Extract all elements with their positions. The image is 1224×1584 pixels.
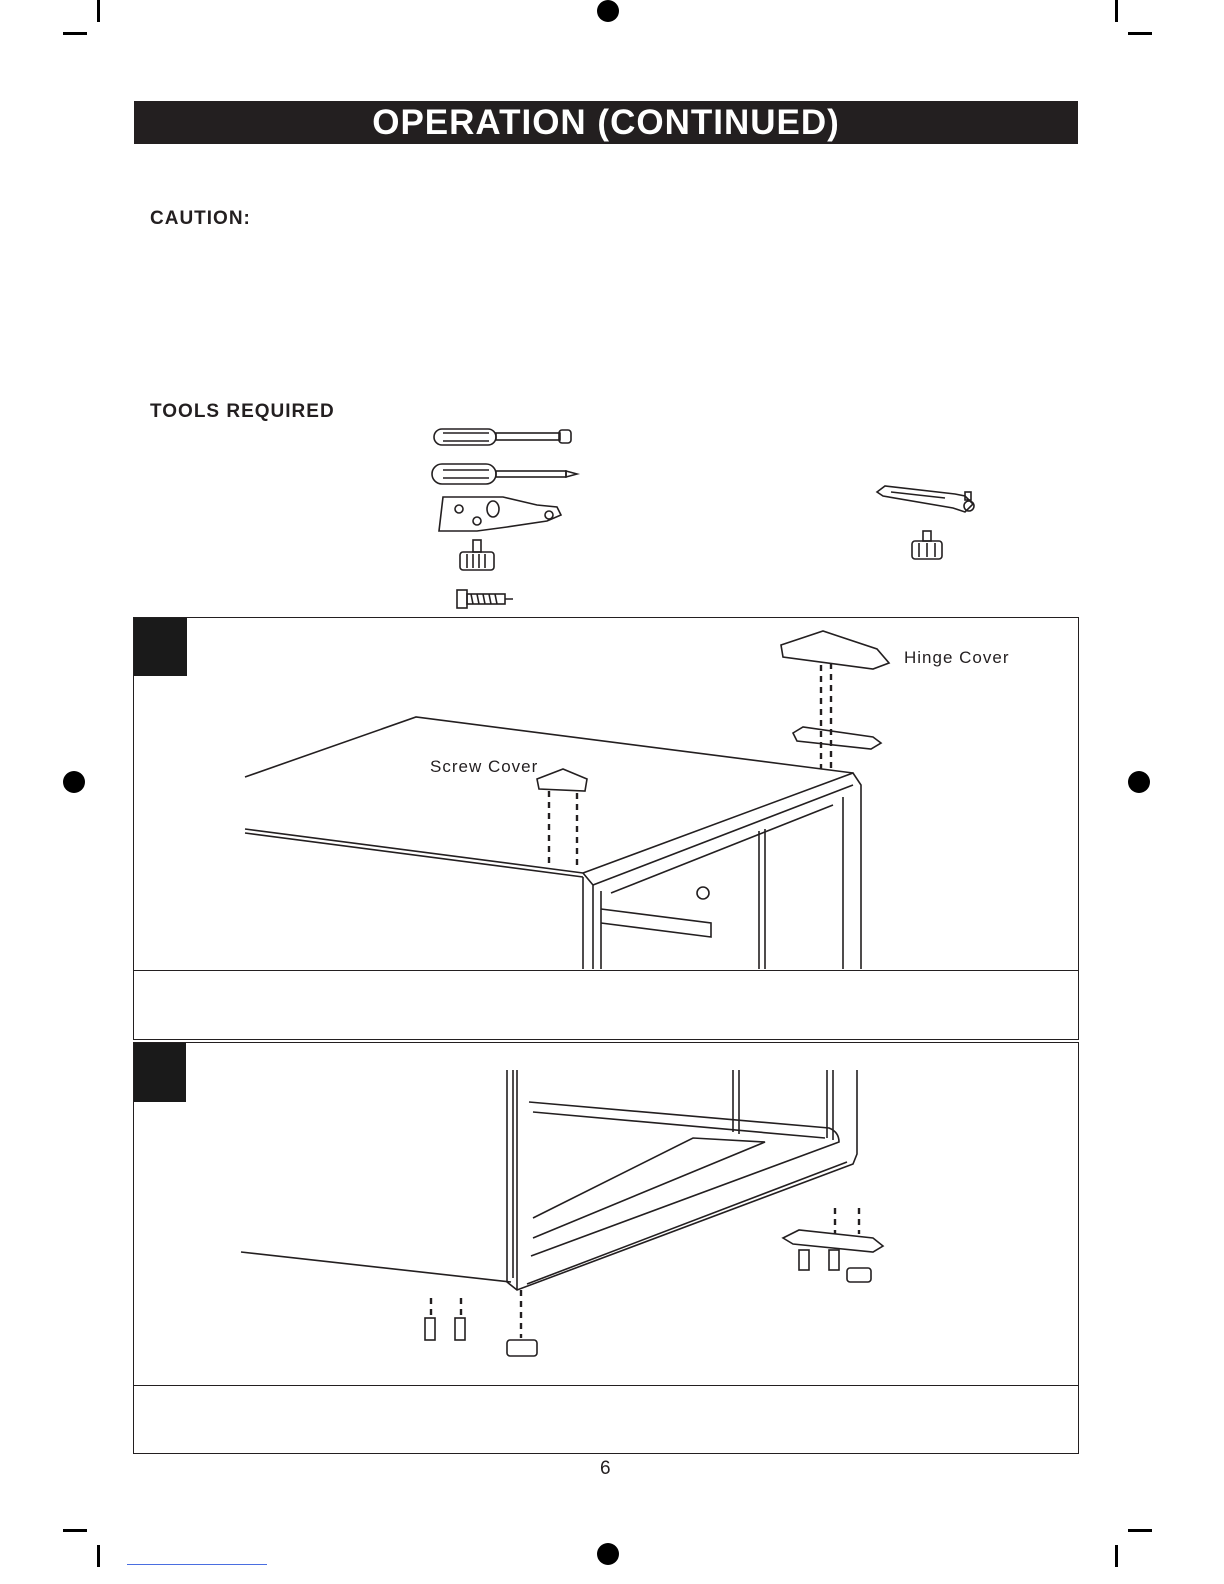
link-underline xyxy=(127,1564,267,1565)
tools-heading: TOOLS REQUIRED xyxy=(150,401,335,422)
registration-mark xyxy=(597,1543,619,1565)
crop-mark xyxy=(1115,1545,1118,1567)
flat-screwdriver-icon xyxy=(433,426,578,448)
crop-mark xyxy=(1115,0,1118,22)
page-title: OPERATION (CONTINUED) xyxy=(134,101,1078,144)
crop-mark xyxy=(63,32,87,35)
step-1-illustration xyxy=(133,617,1077,969)
screw-icon xyxy=(455,586,515,612)
step-2-caption xyxy=(134,1385,1078,1453)
step-2-illustration xyxy=(133,1042,1077,1384)
crop-mark xyxy=(63,1529,87,1532)
crop-mark xyxy=(97,1545,100,1567)
crop-mark xyxy=(97,0,100,22)
hinge-bracket-icon xyxy=(875,484,980,518)
crop-mark xyxy=(1128,32,1152,35)
hinge-plate-icon xyxy=(437,495,567,535)
registration-mark xyxy=(1128,771,1150,793)
phillips-screwdriver-icon xyxy=(431,461,581,487)
registration-mark xyxy=(63,771,85,793)
registration-mark xyxy=(597,0,619,22)
leveling-foot-icon xyxy=(910,531,944,561)
screw-cover-label: Screw Cover xyxy=(430,757,539,776)
leveling-foot-icon xyxy=(458,540,496,572)
step-1-caption xyxy=(134,970,1078,1039)
page-number: 6 xyxy=(600,1458,611,1479)
hinge-cover-label: Hinge Cover xyxy=(904,648,1010,667)
crop-mark xyxy=(1128,1529,1152,1532)
caution-heading: CAUTION: xyxy=(150,208,251,229)
